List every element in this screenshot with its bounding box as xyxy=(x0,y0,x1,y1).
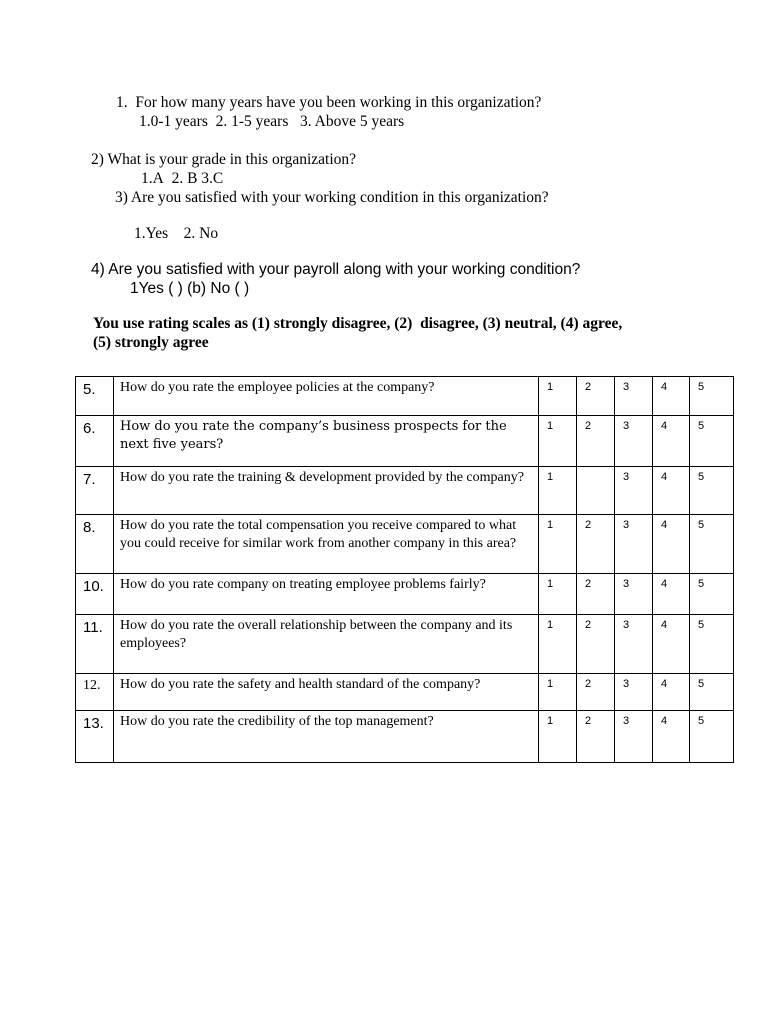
rating-cell[interactable]: 2 xyxy=(577,615,615,674)
rating-cell[interactable]: 3 xyxy=(615,674,653,711)
rating-cell[interactable]: 5 xyxy=(690,377,734,416)
row-number: 7. xyxy=(76,467,114,515)
row-number: 5. xyxy=(76,377,114,416)
question-3-text: 3) Are you satisfied with your working condition in this organization? xyxy=(115,189,549,206)
row-number: 8. xyxy=(76,515,114,574)
rating-cell[interactable]: 2 xyxy=(577,377,615,416)
table-row xyxy=(76,467,734,515)
question-4-options: 1Yes ( ) (b) No ( ) xyxy=(130,280,250,297)
rating-cell[interactable]: 2 xyxy=(577,711,615,763)
row-question: How do you rate the overall relationship between the company and its employees? xyxy=(114,615,539,674)
rating-cell[interactable]: 1 xyxy=(539,574,577,615)
rating-cell[interactable]: 5 xyxy=(690,615,734,674)
row-number: 12. xyxy=(76,674,114,711)
rating-cell[interactable]: 3 xyxy=(615,711,653,763)
rating-cell[interactable]: 5 xyxy=(690,416,734,467)
question-2-options: 1.A 2. B 3.C xyxy=(141,170,224,187)
row-question: How do you rate company on treating employee problems fairly? xyxy=(114,574,539,615)
question-2-text: 2) What is your grade in this organization? xyxy=(91,151,357,168)
rating-cell[interactable]: 5 xyxy=(690,467,734,515)
rating-cell[interactable]: 2 xyxy=(577,574,615,615)
rating-cell[interactable]: 4 xyxy=(653,574,690,615)
row-number: 11. xyxy=(76,615,114,674)
row-number: 6. xyxy=(76,416,114,467)
table-row xyxy=(76,615,734,674)
rating-table xyxy=(75,376,734,763)
rating-cell[interactable]: 3 xyxy=(615,467,653,515)
table-row xyxy=(76,674,734,711)
rating-cell[interactable]: 5 xyxy=(690,674,734,711)
rating-cell[interactable]: 1 xyxy=(539,615,577,674)
rating-cell[interactable]: 2 xyxy=(577,416,615,467)
row-number: 10. xyxy=(76,574,114,615)
table-row xyxy=(76,515,734,574)
row-question: How do you rate the credibility of the top management? xyxy=(114,711,539,763)
table-row xyxy=(76,377,734,416)
rating-cell[interactable]: 1 xyxy=(539,377,577,416)
rating-cell[interactable]: 1 xyxy=(539,467,577,515)
table-row xyxy=(76,711,734,763)
rating-cell[interactable]: 1 xyxy=(539,515,577,574)
row-question: How do you rate the safety and health standard of the company? xyxy=(114,674,539,711)
rating-cell[interactable]: 3 xyxy=(615,574,653,615)
question-1-text: 1. For how many years have you been working in this organization? xyxy=(116,94,542,111)
rating-cell[interactable]: 1 xyxy=(539,416,577,467)
row-question: How do you rate the total compensation you receive compared to what you could receive for similar work from another company in this area? xyxy=(114,515,539,574)
rating-cell[interactable]: 3 xyxy=(615,615,653,674)
rating-cell[interactable]: 1 xyxy=(539,711,577,763)
rating-cell[interactable]: 4 xyxy=(653,615,690,674)
rating-cell[interactable]: 5 xyxy=(690,515,734,574)
question-1-options: 1.0-1 years 2. 1-5 years 3. Above 5 years xyxy=(139,113,405,130)
table-row xyxy=(76,574,734,615)
rating-cell[interactable] xyxy=(577,467,615,515)
rating-cell[interactable]: 3 xyxy=(615,377,653,416)
rating-cell[interactable]: 4 xyxy=(653,674,690,711)
rating-cell[interactable]: 1 xyxy=(539,674,577,711)
rating-cell[interactable]: 2 xyxy=(577,515,615,574)
rating-cell[interactable]: 3 xyxy=(615,515,653,574)
question-4-text: 4) Are you satisfied with your payroll along with your working condition? xyxy=(91,261,581,278)
rating-cell[interactable]: 4 xyxy=(653,515,690,574)
row-question: How do you rate the employee policies at the company? xyxy=(114,377,539,416)
table-row xyxy=(76,416,734,467)
rating-cell[interactable]: 5 xyxy=(690,574,734,615)
rating-cell[interactable]: 5 xyxy=(690,711,734,763)
rating-cell[interactable]: 4 xyxy=(653,467,690,515)
rating-cell[interactable]: 2 xyxy=(577,674,615,711)
rating-cell[interactable]: 4 xyxy=(653,416,690,467)
rating-cell[interactable]: 3 xyxy=(615,416,653,467)
rating-instructions-line-2: (5) strongly agree xyxy=(93,334,209,351)
question-3-options: 1.Yes 2. No xyxy=(134,225,219,242)
row-question: How do you rate the training & development provided by the company? xyxy=(114,467,539,515)
rating-cell[interactable]: 4 xyxy=(653,711,690,763)
rating-instructions-line-1: You use rating scales as (1) strongly disagree, (2) disagree, (3) neutral, (4) agree, xyxy=(93,315,623,332)
row-question: How do you rate the company’s business prospects for the next five years? xyxy=(114,416,539,467)
row-number: 13. xyxy=(76,711,114,763)
rating-cell[interactable]: 4 xyxy=(653,377,690,416)
